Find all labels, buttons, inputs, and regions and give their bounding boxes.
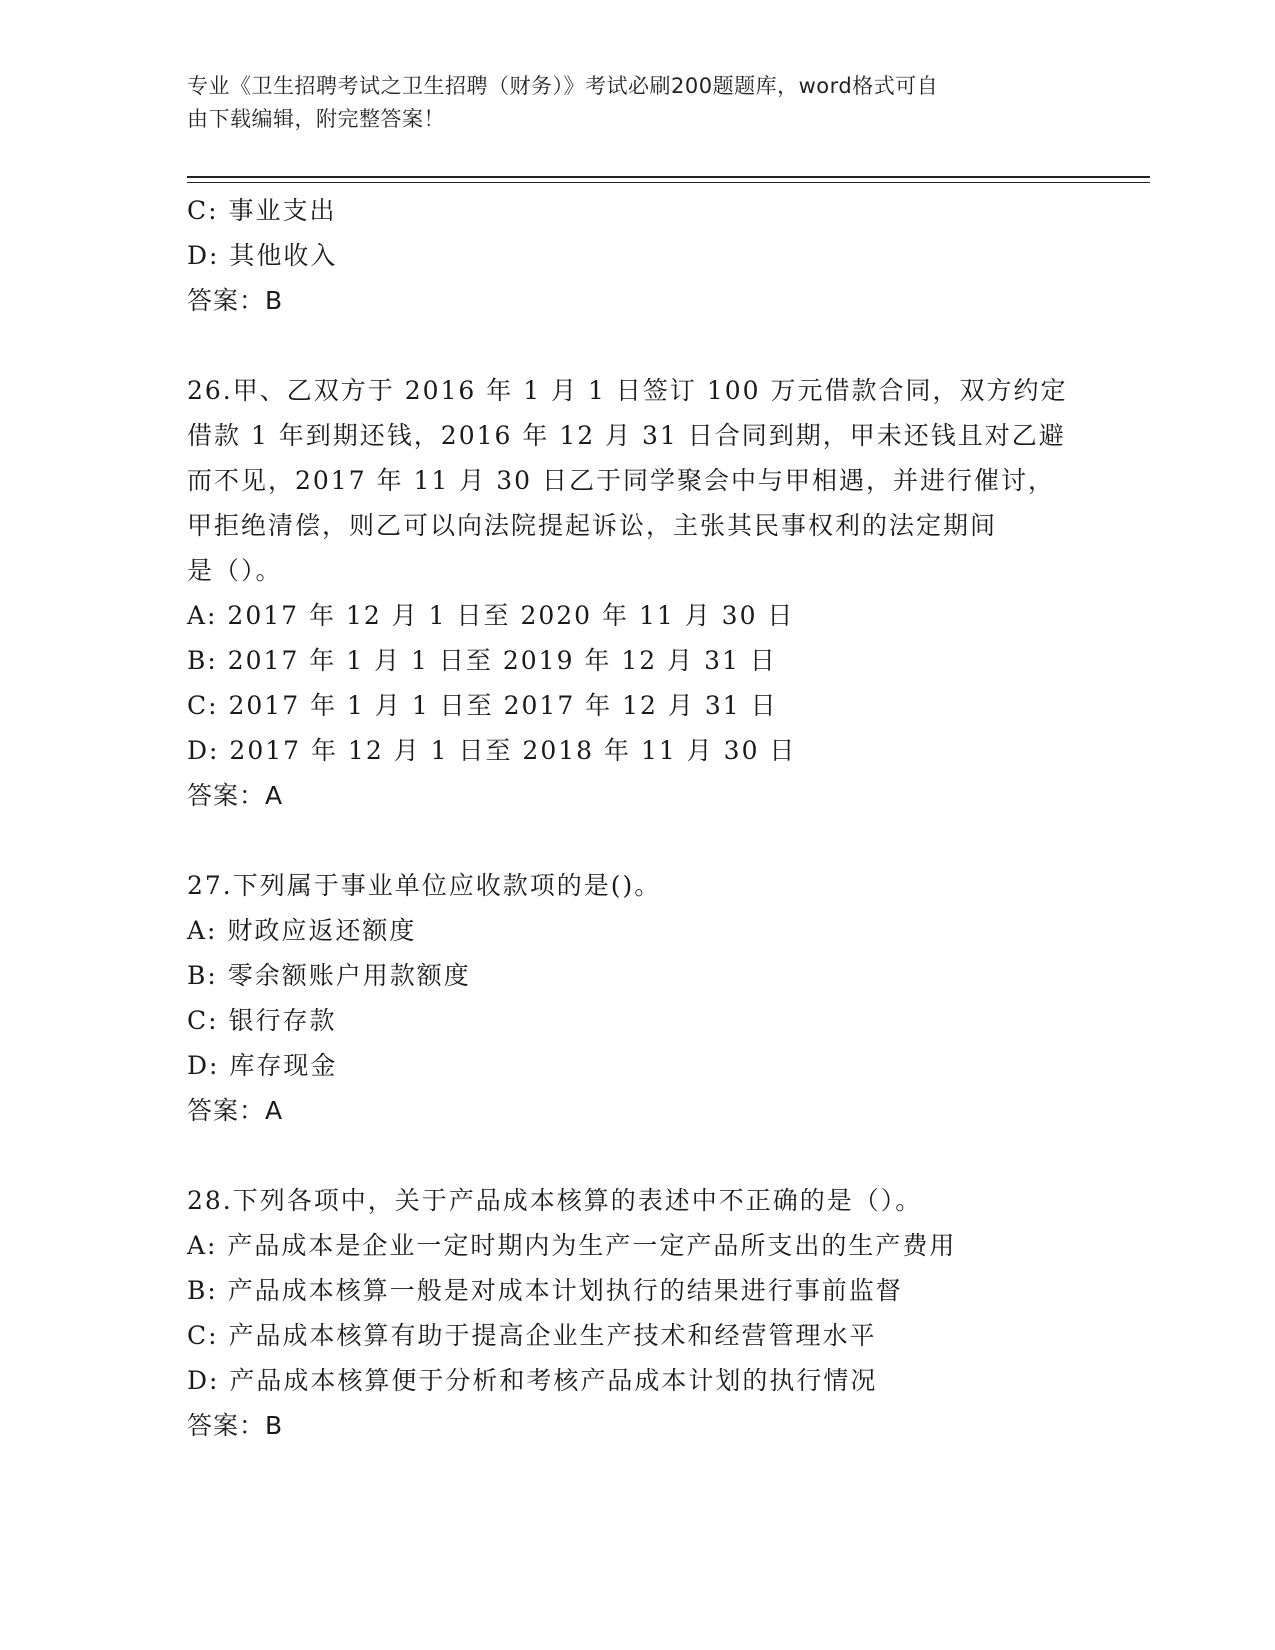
header-line-1: 专业《卫生招聘考试之卫生招聘（财务）》考试必刷200题题库，word格式可自 [187,74,939,98]
option-a: A: 产品成本是企业一定时期内为生产一定产品所支出的生产费用 [187,1231,957,1260]
option-a: A: 2017 年 12 月 1 日至 2020 年 11 月 30 日 [187,601,795,630]
option-c: C: 2017 年 1 月 1 日至 2017 年 12 月 31 日 [187,691,778,720]
question-27 [187,863,1087,1133]
question-text-line: 是（）。 [187,556,283,585]
option-d: D: 2017 年 12 月 1 日至 2018 年 11 月 30 日 [187,736,797,765]
question-text-line: 而不见，2017 年 11 月 30 日乙于同学聚会中与甲相遇，并进行催讨， [187,466,1055,495]
question-26 [187,368,1087,818]
question-text-line: 28.下列各项中，关于产品成本核算的表述中不正确的是（）。 [187,1186,923,1215]
spacer [187,323,1087,368]
option-c: C: 事业支出 [187,196,337,225]
question-text-line: 26.甲、乙双方于 2016 年 1 月 1 日签订 100 万元借款合同，双方约定 [187,376,1068,405]
question-28 [187,1178,1087,1448]
document-header [187,70,1067,136]
answer-line: 答案：B [187,1411,284,1440]
spacer [187,1133,1087,1178]
header-line-2: 由下载编辑，附完整答案！ [187,107,445,131]
question-text-line: 27.下列属于事业单位应收款项的是()。 [187,871,662,900]
answer-line: 答案：A [187,1096,284,1125]
option-b: B: 2017 年 1 月 1 日至 2019 年 12 月 31 日 [187,646,777,675]
question-content [187,188,1087,1448]
option-b: B: 产品成本核算一般是对成本计划执行的结果进行事前监督 [187,1276,903,1305]
option-c: C: 产品成本核算有助于提高企业生产技术和经营管理水平 [187,1321,877,1350]
option-d: D: 库存现金 [187,1051,338,1080]
option-b: B: 零余额账户用款额度 [187,961,471,990]
answer-line: 答案：B [187,286,284,315]
question-text-line: 借款 1 年到期还钱，2016 年 12 月 31 日合同到期，甲未还钱且对乙避 [187,421,1066,450]
option-d: D: 其他收入 [187,241,338,270]
answer-line: 答案：A [187,781,284,810]
option-c: C: 银行存款 [187,1006,337,1035]
question-text-line: 甲拒绝清偿，则乙可以向法院提起诉讼，主张其民事权利的法定期间 [187,511,998,540]
option-d: D: 产品成本核算便于分析和考核产品成本计划的执行情况 [187,1366,878,1395]
prev-question-tail [187,188,1087,323]
option-a: A: 财政应返还额度 [187,916,417,945]
spacer [187,818,1087,863]
header-divider-thick [187,176,1150,178]
header-divider-thin [187,182,1150,183]
